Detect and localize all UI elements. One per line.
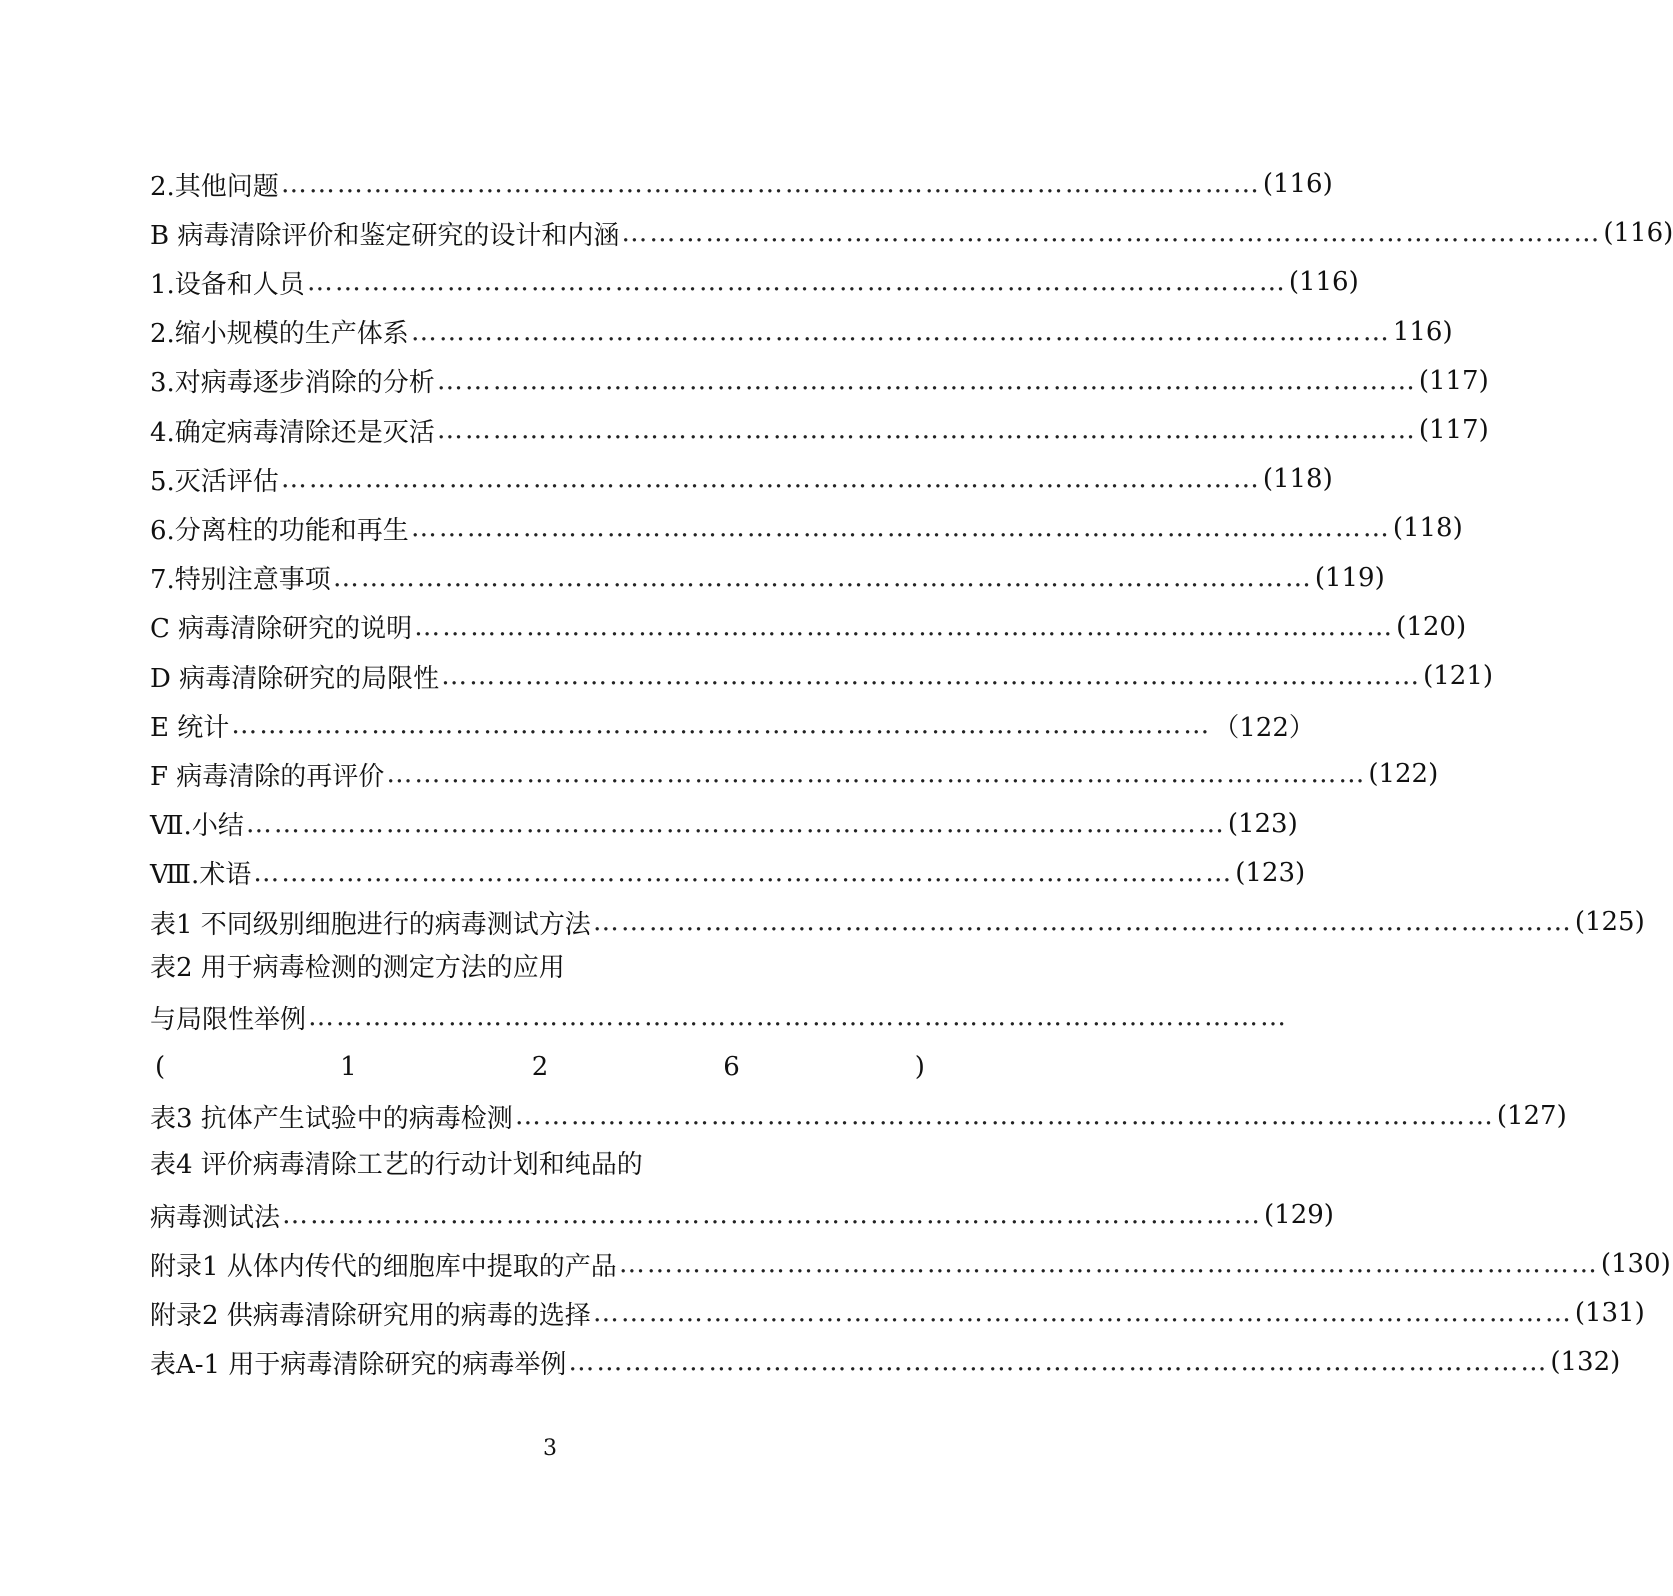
toc-entry-label: 表3 抗体产生试验中的病毒检测 <box>150 1103 513 1134</box>
dot-leader: …………………………………………………………………………………………… <box>280 169 1261 199</box>
dot-leader: …………………………………………………………………………………………… <box>308 1002 1289 1032</box>
toc-entry-page: (117) <box>1418 365 1489 396</box>
dot-leader: …………………………………………………………………………………………… <box>410 513 1391 544</box>
toc-entry-label: 5.灭活评估 <box>150 466 279 497</box>
toc-entry-page: (132) <box>1550 1347 1621 1377</box>
toc-entry-page: (125) <box>1574 907 1645 937</box>
toc-entry-label: 1.设备和人员 <box>150 269 305 300</box>
toc-entry-table2-page <box>155 1045 925 1089</box>
toc-entry-label: 4.确定病毒清除还是灭活 <box>150 417 435 448</box>
page-char: 6 <box>723 1052 740 1082</box>
dot-leader: …………………………………………………………………………………………… <box>245 808 1226 839</box>
dot-leader: …………………………………………………………………………………………… <box>441 661 1422 691</box>
toc-entry-label: 表A-1 用于病毒清除研究的病毒举例 <box>150 1349 567 1380</box>
toc-entry-label: E 统计 <box>150 712 230 743</box>
dot-leader: …………………………………………………………………………………………… <box>231 710 1212 741</box>
page-char: ( <box>155 1052 166 1082</box>
toc-entry-label: 2.缩小规模的生产体系 <box>150 319 409 350</box>
toc-entry-page: (116) <box>1262 169 1333 199</box>
toc-entry-label: 附录1 从体内传代的细胞库中提取的产品 <box>150 1251 617 1282</box>
toc-entry-label: 7.特别注意事项 <box>150 565 331 596</box>
toc-entry <box>150 506 1463 550</box>
toc-entry-table4-line1 <box>150 1143 930 1187</box>
toc-entry-table2-line1 <box>150 946 930 990</box>
dot-leader: …………………………………………………………………………………………… <box>280 464 1261 495</box>
toc-entry <box>150 260 1359 304</box>
toc-entry-label: C 病毒清除研究的说明 <box>150 614 413 645</box>
toc-entry-page: (123) <box>1235 857 1306 888</box>
toc-entry <box>150 654 1494 698</box>
toc-entry-page: (121) <box>1423 661 1494 691</box>
dot-leader: …………………………………………………………………………………………… <box>414 611 1395 642</box>
page-number: 3 <box>543 1436 557 1461</box>
toc-entry-label: 3.对病毒逐步消除的分析 <box>150 368 435 399</box>
dot-leader: …………………………………………………………………………………………… <box>386 759 1367 790</box>
toc-entry-table4-line2 <box>150 1193 1334 1237</box>
toc-entry-label: 表1 不同级别细胞进行的病毒测试方法 <box>150 909 591 940</box>
toc-entry <box>150 162 1333 206</box>
toc-entry-page: （122） <box>1213 712 1315 743</box>
toc-entry-page: (123) <box>1227 808 1298 839</box>
toc-entry-label: 病毒测试法 <box>150 1202 281 1233</box>
toc-entry-label: Ⅷ.术语 <box>150 860 252 891</box>
dot-leader: …………………………………………………………………………………………… <box>306 267 1287 298</box>
page-char: 1 <box>340 1052 357 1082</box>
toc-entry <box>150 1340 1621 1384</box>
toc-entry-page: (119) <box>1314 562 1385 593</box>
dot-leader: …………………………………………………………………………………………… <box>332 562 1313 593</box>
toc-entry-page: (129) <box>1264 1200 1334 1230</box>
page-char: 2 <box>531 1052 549 1082</box>
dot-leader: …………………………………………………………………………………………… <box>514 1101 1495 1131</box>
toc-entry-table2-line2 <box>150 995 1289 1039</box>
toc-entry-page: (127) <box>1496 1101 1567 1131</box>
toc-entry-label: 6.分离柱的功能和再生 <box>150 515 409 546</box>
toc-entry <box>150 752 1439 796</box>
toc-entry-label: 表4 评价病毒清除工艺的行动计划和纯品的 <box>150 1150 643 1180</box>
toc-entry <box>150 1094 1567 1138</box>
dot-leader: …………………………………………………………………………………………… <box>568 1347 1549 1377</box>
toc-entry-label: F 病毒清除的再评价 <box>150 761 385 792</box>
toc-entry <box>150 211 1673 255</box>
toc-entry <box>150 1291 1645 1335</box>
toc-entry <box>150 1242 1671 1286</box>
dot-leader: …………………………………………………………………………………………… <box>282 1200 1263 1230</box>
toc-entry-page: (118) <box>1392 513 1463 544</box>
dot-leader: …………………………………………………………………………………………… <box>436 415 1417 445</box>
toc-entry-label: Ⅶ.小结 <box>150 811 244 842</box>
dot-leader: …………………………………………………………………………………………… <box>592 907 1573 937</box>
dot-leader: …………………………………………………………………………………………… <box>436 365 1417 396</box>
dot-leader: …………………………………………………………………………………………… <box>410 316 1391 347</box>
toc-entry-page: 116) <box>1392 316 1453 347</box>
toc-entry <box>150 457 1333 501</box>
toc-entry <box>150 310 1453 354</box>
toc-entry-page: (116) <box>1603 218 1673 249</box>
toc-entry-page: (118) <box>1262 464 1333 495</box>
toc-entry <box>150 408 1489 452</box>
toc-entry-label: 与局限性举例 <box>150 1004 307 1035</box>
toc-entry-page: (120) <box>1396 611 1467 642</box>
dot-leader: …………………………………………………………………………………………… <box>621 218 1602 249</box>
toc-entry-page: (130) <box>1600 1249 1671 1279</box>
toc-entry-label: 2.其他问题 <box>150 171 279 202</box>
dot-leader: …………………………………………………………………………………………… <box>618 1249 1599 1279</box>
dot-leader: …………………………………………………………………………………………… <box>253 857 1234 888</box>
toc-entry <box>150 605 1467 649</box>
toc-entry-label: D 病毒清除研究的局限性 <box>150 663 440 694</box>
toc-entry-page: (131) <box>1574 1298 1645 1328</box>
toc-entry-page: (117) <box>1418 415 1489 445</box>
toc-entry-page: (122) <box>1368 759 1439 790</box>
toc-entry <box>150 851 1306 895</box>
toc-entry <box>150 900 1645 944</box>
toc-entry <box>150 556 1385 600</box>
toc-entry-label: B 病毒清除评价和鉴定研究的设计和内涵 <box>150 220 620 251</box>
dot-leader: …………………………………………………………………………………………… <box>592 1298 1573 1328</box>
toc-entry-label: 附录2 供病毒清除研究用的病毒的选择 <box>150 1300 591 1331</box>
toc-entry <box>150 703 1315 747</box>
toc-entry-page: (116) <box>1288 267 1359 298</box>
toc-entry-label: 表2 用于病毒检测的测定方法的应用 <box>150 953 565 983</box>
toc-entry <box>150 359 1489 403</box>
toc-entry <box>150 802 1298 846</box>
page-char: ) <box>914 1052 925 1082</box>
